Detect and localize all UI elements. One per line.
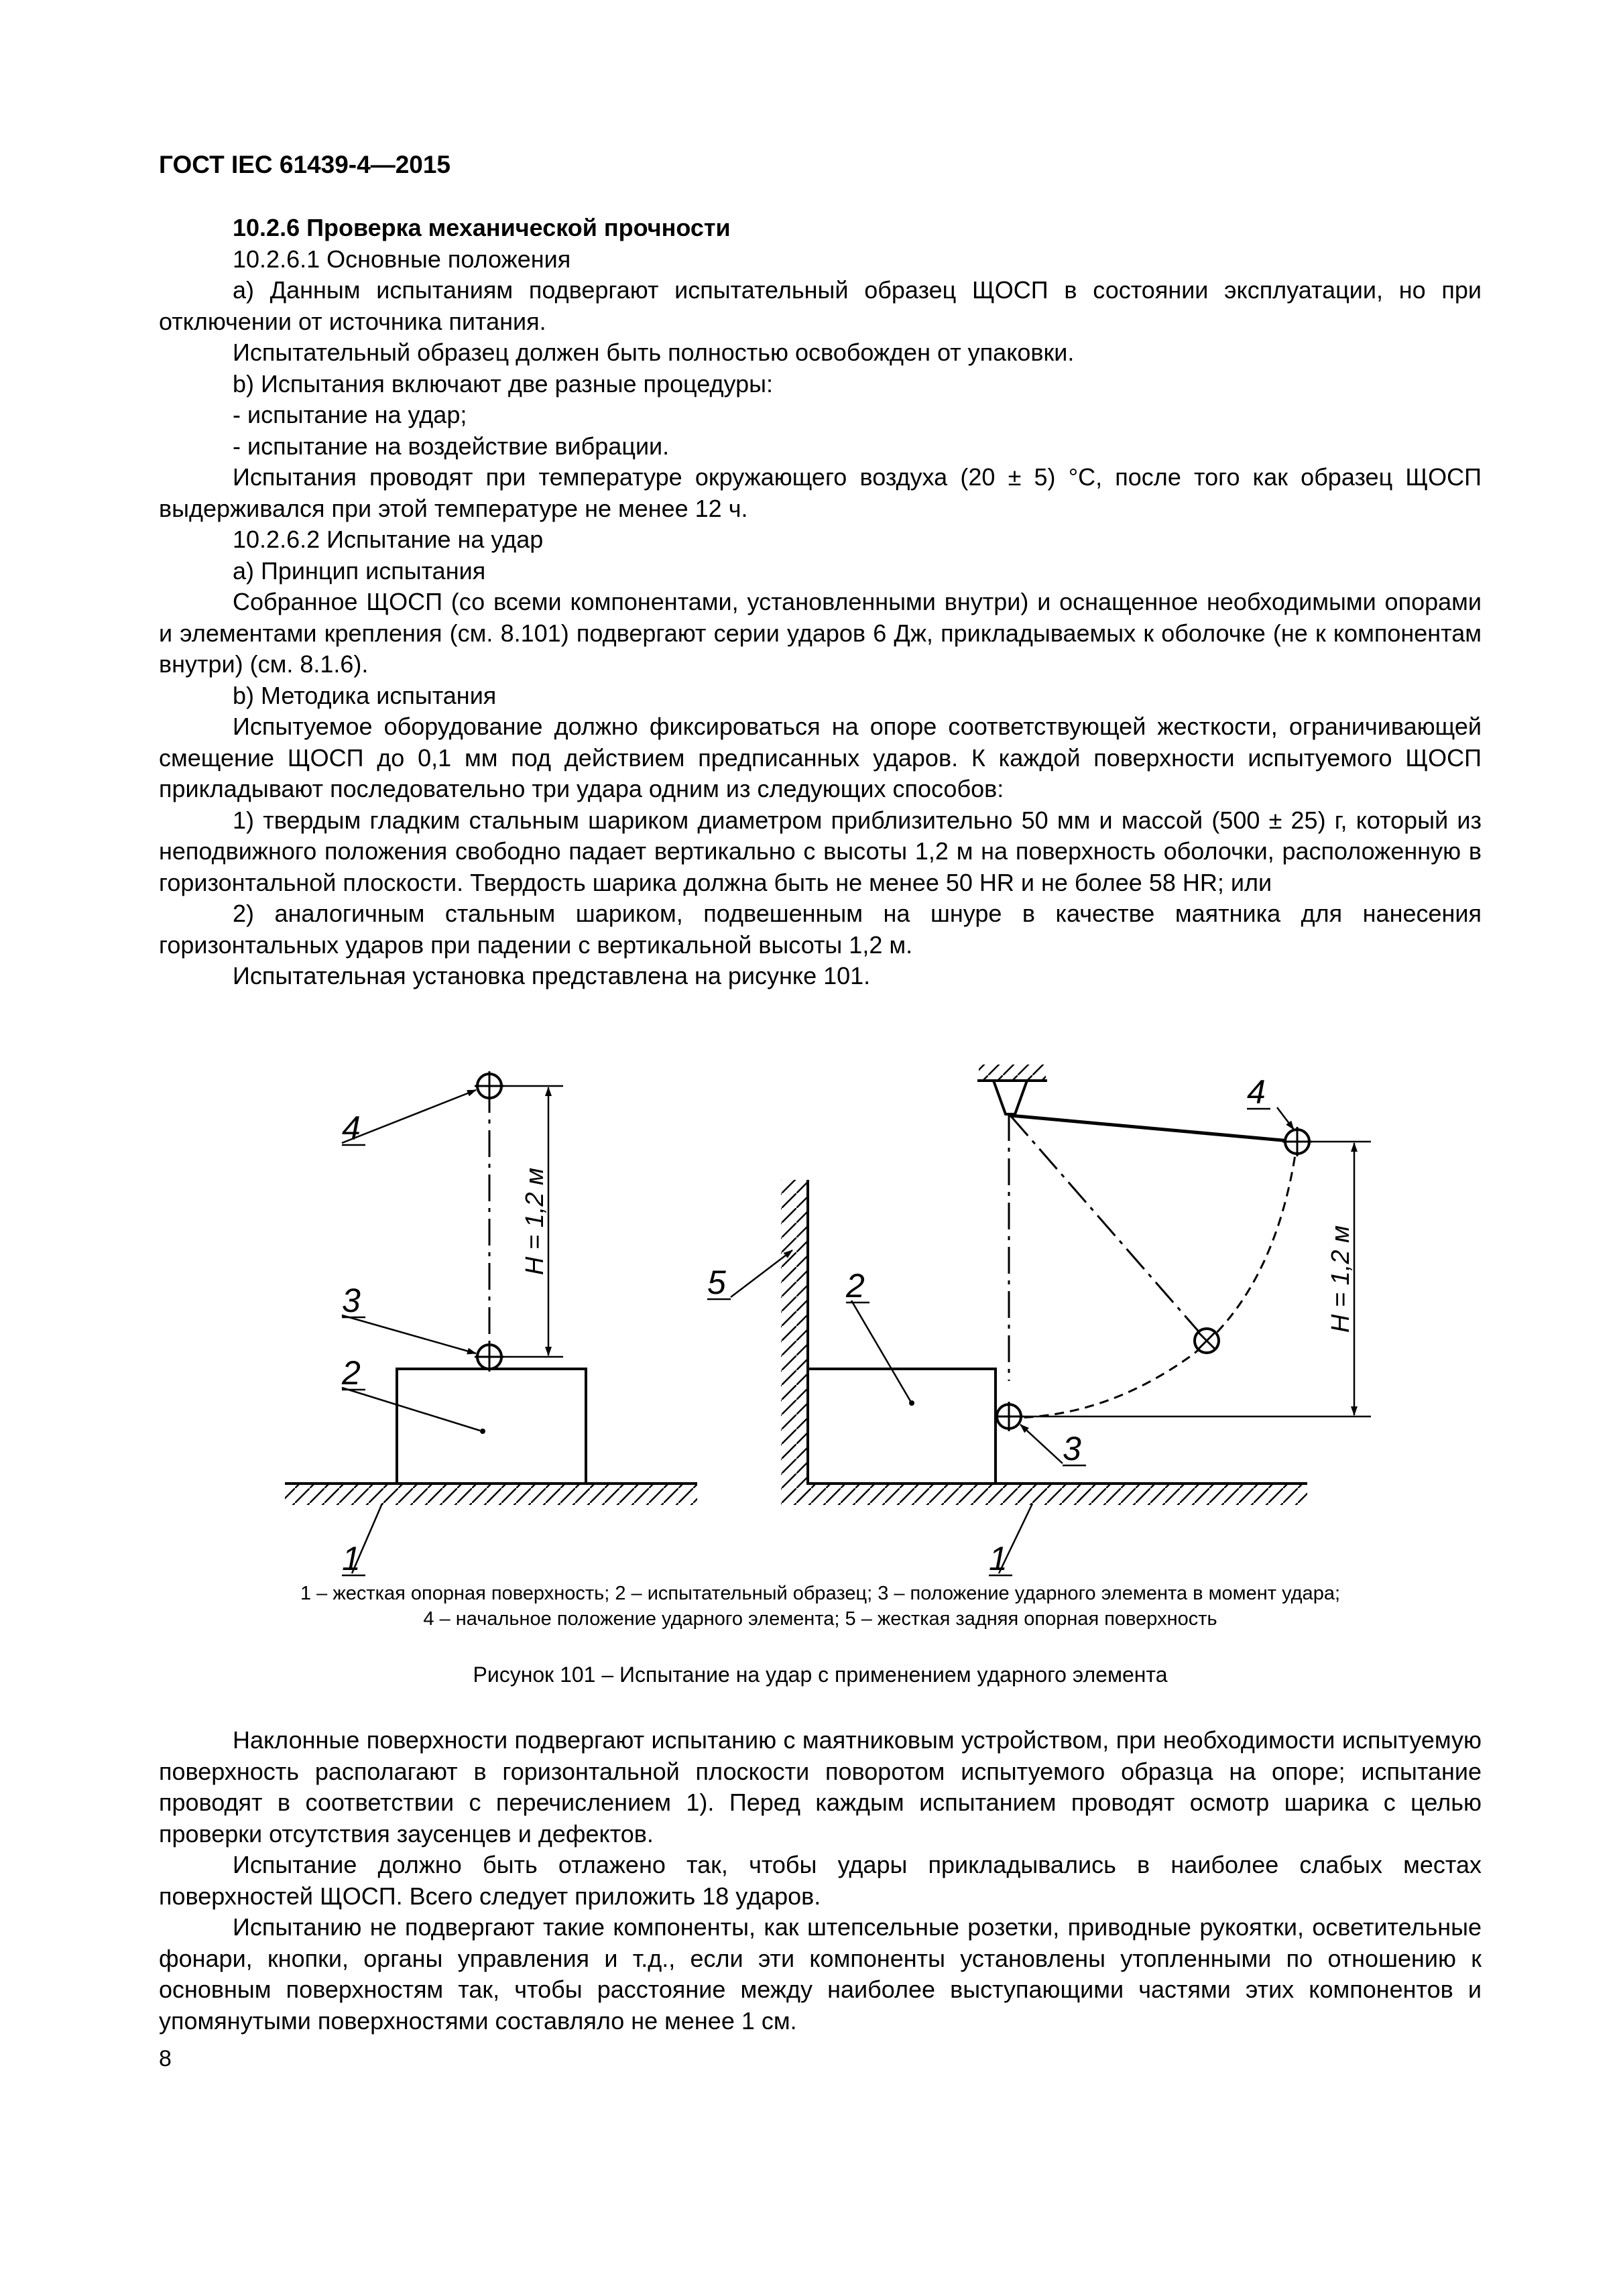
label-2-left: 2 <box>342 1354 361 1392</box>
paragraph: b) Методика испытания <box>233 681 497 709</box>
pendulum-swing-arc <box>1009 1142 1297 1418</box>
paragraph: Собранное ЩОСП (со всеми компонентами, установленными внутри) и оснащенное необходимыми опорами и элементами крепления (см. 8.101) подвергают серии ударов 6 Дж, прикладываемых к оболочке (не к компонентам внутри) (см. 8.1.6). <box>159 588 1482 678</box>
text-block-after-figure <box>159 1725 1482 2037</box>
paragraph: - испытание на удар; <box>233 401 467 428</box>
label-2-right: 2 <box>846 1267 865 1305</box>
drop-test-diagram <box>285 1071 697 1577</box>
page-number: 8 <box>159 2046 172 2071</box>
paragraph: 2) аналогичным стальным шариком, подвешенным на шнуре в качестве маятника для нанесения горизонтальных ударов при падении с вертикальной высоты 1,2 м. <box>159 900 1482 959</box>
paragraph: 1) твердым гладким стальным шариком диаметром приблизительно 50 мм и массой (500 ± 25) г, который из неподвижного положения свободно падает вертикально с высоты 1,2 м на поверхность оболочки, расположенную в горизонтальной плоскости. Твердость шарика должна быть не менее 50 HR и не более 58 HR; или <box>159 806 1482 896</box>
legend-line: 4 – начальное положение ударного элемента; 5 – жесткая задняя опорная поверхность <box>423 1608 1217 1630</box>
rigid-support-surface-hatch-right <box>808 1484 1307 1505</box>
test-specimen <box>397 1369 586 1484</box>
document-id-header: ГОСТ IEC 61439-4—2015 <box>159 151 451 178</box>
pivot-mount <box>994 1081 1027 1114</box>
text-block-before-figure <box>159 213 1482 992</box>
label-1-right: 1 <box>989 1540 1008 1577</box>
paragraph: a) Данным испытаниям подвергают испытательный образец ЩОСП в состоянии эксплуатации, но при отключении от источника питания. <box>159 276 1482 335</box>
paragraph: Испытанию не подвергают такие компоненты, как штепсельные розетки, приводные рукоятки, осветительные фонари, кнопки, органы управления и т.д., если эти компоненты установлены утопленными по отношению к основным поверхностям так, чтобы расстояние между наиболее выступающими частями этих компонентов и упомянутыми поверхностями составляло не менее 1 см. <box>159 1913 1482 2035</box>
paragraph: Испытуемое оборудование должно фиксироваться на опоре соответствующей жесткости, ограничивающей смещение ЩОСП до 0,1 мм под действием предписанных ударов. К каждой поверхности испытуемого ЩОСП прикладывают последовательно три удара одним из следующих способов: <box>159 713 1482 802</box>
rear-support-wall-hatch <box>781 1180 808 1505</box>
paragraph: b) Испытания включают две разные процедуры: <box>233 369 773 398</box>
pendulum-cord <box>1010 1115 1297 1142</box>
paragraph: 10.2.6.2 Испытание на удар <box>233 526 544 553</box>
pivot-support-hatch <box>979 1065 1046 1081</box>
label-3-right: 3 <box>1063 1430 1081 1467</box>
paragraph: Наклонные поверхности подвергают испытанию с маятниковым устройством, при необходимости испытуемую поверхность располагают в горизонтальной плоскости поворотом испытуемого образца на опоре; испытание проводят в соответствии с перечислением 1). Перед каждым испытанием проводят осмотр шарика с целью проверки отсутствия заусенцев и дефектов. <box>159 1726 1482 1848</box>
label-1-left: 1 <box>342 1540 361 1577</box>
label-4-right: 4 <box>1247 1073 1266 1111</box>
figure-caption: Рисунок 101 – Испытание на удар с применением ударного элемента <box>473 1663 1168 1687</box>
pendulum-test-diagram <box>707 1065 1371 1577</box>
paragraph: Испытания проводят при температуре окружающего воздуха (20 ± 5) °С, после того как образец ЩОСП выдерживался при этой температуре не менее 12 ч. <box>159 463 1482 522</box>
figure-legend <box>159 1581 1482 1632</box>
legend-line: 1 – жесткая опорная поверхность; 2 – испытательный образец; 3 – положение ударного элемента в момент удара; <box>300 1583 1341 1604</box>
paragraph: - испытание на воздействие вибрации. <box>233 432 670 460</box>
specimen-center-dot <box>480 1429 485 1434</box>
height-dimension-label: H = 1,2 м <box>521 1167 549 1276</box>
section-heading: 10.2.6 Проверка механической прочности <box>233 214 731 241</box>
paragraph: 10.2.6.1 Основные положения <box>233 245 571 273</box>
label-5-right: 5 <box>707 1264 726 1301</box>
paragraph: Испытательная установка представлена на рисунке 101. <box>233 962 871 989</box>
label-3-left: 3 <box>342 1282 361 1319</box>
label-4-left: 4 <box>342 1109 361 1147</box>
height-dimension-label-right: H = 1,2 м <box>1327 1225 1355 1333</box>
paragraph: Испытательный образец должен быть полностью освобожден от упаковки. <box>233 339 1075 366</box>
impact-test-figure <box>0 1046 1623 1622</box>
rigid-support-surface-hatch <box>285 1484 697 1505</box>
paragraph: Испытание должно быть отлажено так, чтобы удары прикладывались в наиболее слабых местах поверхностей ЩОСП. Всего следует приложить 18 ударов. <box>159 1851 1482 1910</box>
paragraph: a) Принцип испытания <box>233 556 486 585</box>
